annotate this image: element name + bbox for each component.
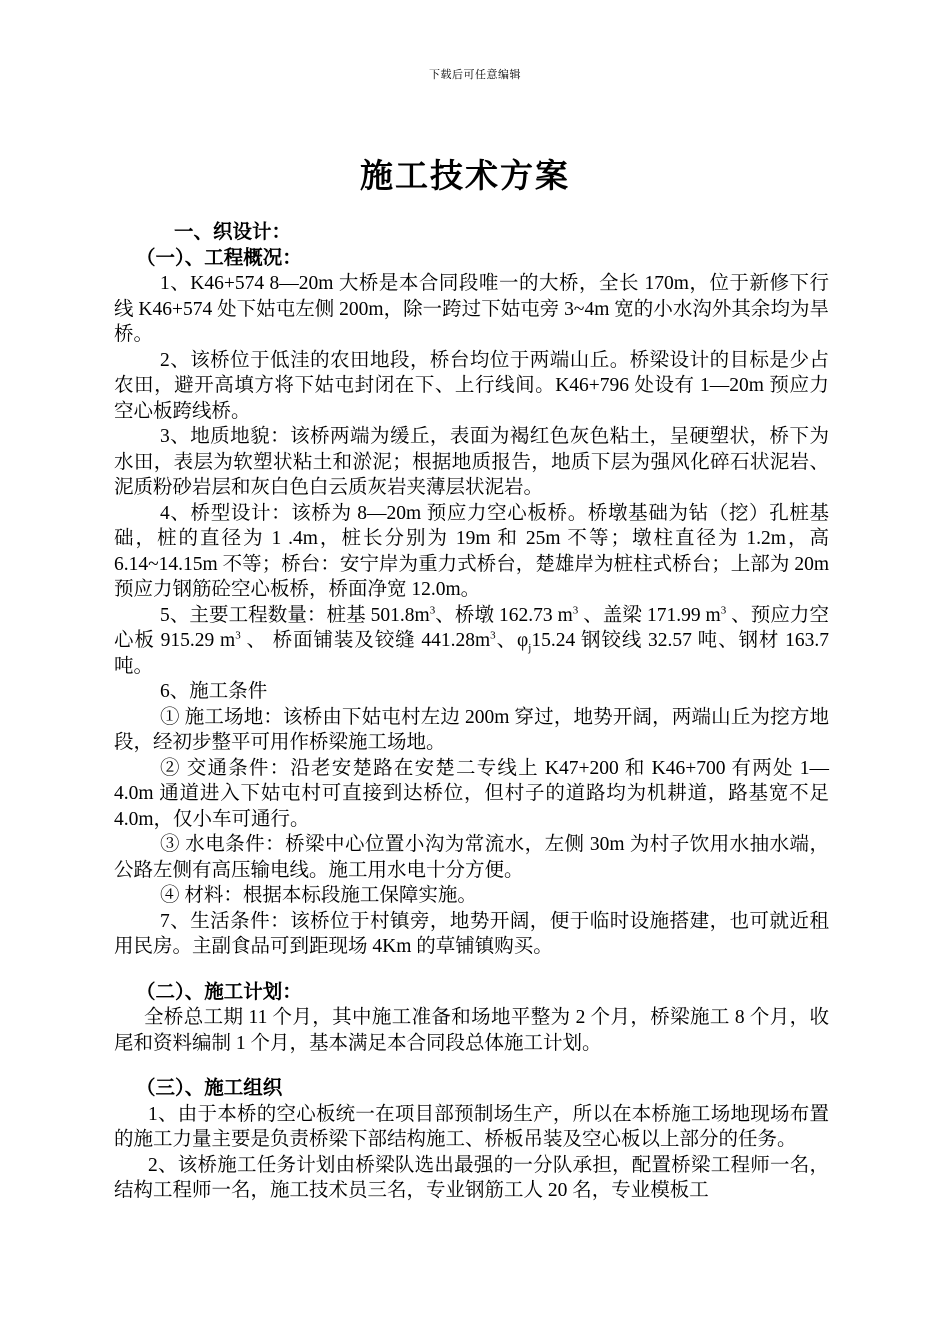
list-item: ③ 水电条件：桥梁中心位置小沟为常流水，左侧 30m 为村子饮用水抽水端，公路左侧有高压输电线。施工用水电十分方便。: [114, 834, 829, 881]
paragraph: 1、由于本桥的空心板统一在项目部预制场生产，所以在本桥施工场地现场布置的施工力量主要是负责桥梁下部结构施工、桥板吊装及空心板以上部分的任务。: [114, 1103, 829, 1150]
paragraph: 6、施工条件: [160, 681, 268, 702]
paragraph: 2、该桥施工任务计划由桥梁队选出最强的一分队承担，配置桥梁工程师一名，结构工程师一名，施工技术员三名，专业钢筋工人 20 名，专业模板工: [114, 1154, 829, 1201]
document-body: [114, 220, 829, 1204]
paragraph-quantities: 5、主要工程数量：桩基 $501.8m^3$、桥墩 162.73 $m^3$ 、盖梁 171.99 $m^3$ 、预应力空心板 915.29 $m^3$ 、 桥面铺装及铰缝 $441.28m^3$、$\varphi_j15.24$ 钢铰线 32.57 吨、钢材 163.7 吨。: [114, 604, 830, 677]
section-heading: 一、织设计：: [174, 222, 292, 243]
page-title: 施工技术方案: [360, 159, 570, 195]
paragraph: 全桥总工期 11 个月，其中施工准备和场地平整为 2 个月，桥梁施工 8 个月，收尾和资料编制 1 个月，基本满足本合同段总体施工计划。: [114, 1007, 829, 1054]
paragraph: 2、该桥位于低洼的农田地段，桥台均位于两端山丘。桥梁设计的目标是少占农田，避开高填方将下姑屯封闭在下、上行线间。K46+796 处设有 1—20m 预应力空心板跨线桥。: [114, 349, 829, 422]
list-item: ④ 材料：根据本标段施工保障实施。: [160, 885, 477, 906]
paragraph: 7、生活条件：该桥位于村镇旁，地势开阔，便于临时设施搭建，也可就近租用民房。主副食品可到距现场 4Km 的草铺镇购买。: [114, 910, 829, 957]
paragraph: 3、地质地貌：该桥两端为缓丘，表面为褐红色灰色粘土，呈硬塑状，桥下为水田，表层为软塑状粘土和淤泥；根据地质报告，地质下层为强风化碎石状泥岩、泥质粉砂岩层和灰白色白云质灰岩夹薄层状泥岩。: [114, 426, 829, 498]
subsection-heading-overview: （一）、工程概况：: [136, 247, 302, 269]
header-note: 下载后可任意编辑: [429, 69, 521, 81]
list-item: ② 交通条件：沿老安楚路在安楚二专线上 K47+200 和 K46+700 有两处 1—4.0m 通道进入下姑屯村可直接到达桥位，但村子的道路均为机耕道，路基宽不足 4.0m，仅小车可通行。: [114, 757, 829, 830]
subsection-heading-plan: （二）、施工计划：: [136, 981, 302, 1003]
paragraph: 4、桥型设计：该桥为 8—20m 预应力空心板桥。桥墩基础为钻（挖）孔桩基础，桩的直径为 1 .4m，桩长分别为 19m 和 25m 不等；墩柱直径为 1.2m，高 6.14~14.15m 不等；桥台：安宁岸为重力式桥台，楚雄岸为桩柱式桥台；上部为 20m 预应力钢筋砼空心板桥，桥面净宽 12.0m。: [114, 502, 829, 600]
list-item: ① 施工场地：该桥由下姑屯村左边 200m 穿过，地势开阔，两端山丘为挖方地段，经初步整平可用作桥梁施工场地。: [114, 706, 829, 753]
paragraph: 1、K46+574 8—20m 大桥是本合同段唯一的大桥，全长 170m，位于新修下行线 K46+574 处下姑屯左侧 200m，除一跨过下姑屯旁 3~4m 宽的小水沟外其余均为旱桥。: [114, 273, 829, 345]
subsection-heading-organization: （三）、施工组织: [136, 1078, 283, 1099]
